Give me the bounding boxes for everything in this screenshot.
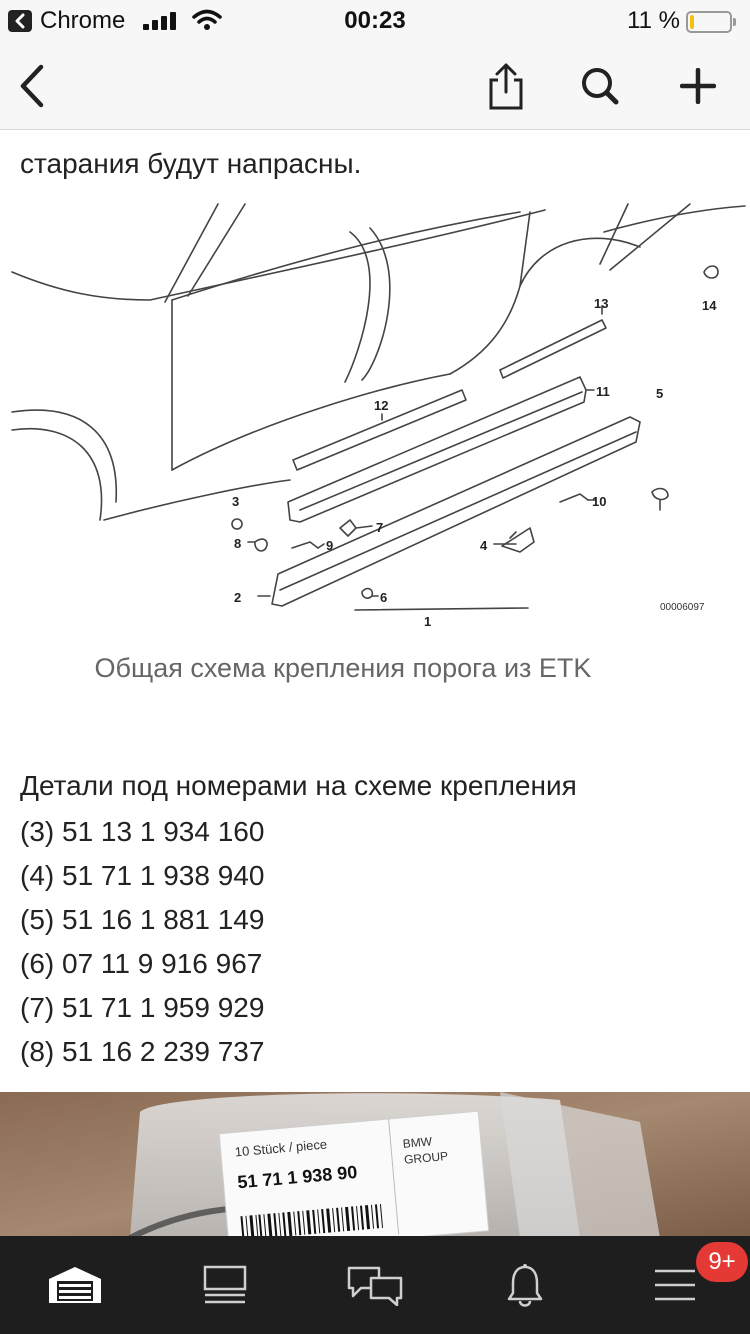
callout-12: 12 xyxy=(374,398,389,413)
image-caption: Общая схема крепления порога из ETK xyxy=(94,653,592,683)
status-bar xyxy=(0,0,750,40)
part-item: (6) 07 11 9 916 967 xyxy=(20,948,263,979)
callout-7: 7 xyxy=(376,520,384,535)
parts-heading: Детали под номерами на схеме крепления xyxy=(20,770,577,801)
callout-5: 5 xyxy=(656,386,664,401)
parts-photo[interactable] xyxy=(0,1092,750,1236)
messages-icon xyxy=(347,1264,403,1306)
battery-icon xyxy=(686,11,732,33)
share-icon xyxy=(486,62,526,110)
callout-14: 14 xyxy=(702,298,717,313)
label-quantity: 10 Stück / piece xyxy=(234,1136,328,1160)
navigation-bar xyxy=(0,40,750,130)
tab-messages[interactable] xyxy=(300,1236,450,1334)
callout-8: 8 xyxy=(234,536,242,551)
clock: 00:23 xyxy=(344,7,406,34)
share-button[interactable] xyxy=(478,58,534,114)
part-item: (5) 51 16 1 881 149 xyxy=(20,904,265,935)
bottom-tab-bar xyxy=(0,1236,750,1334)
part-item: (7) 51 71 1 959 929 xyxy=(20,992,265,1023)
part-item: (4) 51 71 1 938 940 xyxy=(20,860,265,891)
back-arrow-icon xyxy=(17,64,47,108)
label-brand-line2: GROUP xyxy=(403,1148,449,1167)
callout-2: 2 xyxy=(234,590,242,605)
notification-badge: 9+ xyxy=(696,1242,748,1282)
callout-4: 4 xyxy=(480,538,488,553)
menu-icon xyxy=(653,1268,697,1302)
label-brand-line1: BMW xyxy=(402,1134,433,1151)
callout-9: 9 xyxy=(326,538,334,553)
part-item: (3) 51 13 1 934 160 xyxy=(20,816,265,847)
callout-11: 11 xyxy=(596,384,610,399)
callout-1: 1 xyxy=(424,614,432,629)
label-part-number: 51 71 1 938 90 xyxy=(236,1161,359,1193)
garage-icon xyxy=(47,1265,103,1305)
tab-menu[interactable] xyxy=(600,1236,750,1334)
callout-10: 10 xyxy=(592,494,607,509)
paragraph-text: старания будут напрасны. xyxy=(20,148,362,179)
parts-list xyxy=(20,814,264,1078)
tab-feed[interactable] xyxy=(150,1236,300,1334)
tab-notifications[interactable] xyxy=(450,1236,600,1334)
tab-garage[interactable] xyxy=(0,1236,150,1334)
article-content[interactable] xyxy=(0,130,750,1236)
notifications-icon xyxy=(505,1263,545,1307)
back-button[interactable] xyxy=(4,58,60,114)
feed-icon xyxy=(203,1265,247,1305)
add-button[interactable] xyxy=(670,58,726,114)
callout-6: 6 xyxy=(380,590,388,605)
plus-icon xyxy=(680,68,716,104)
callout-3: 3 xyxy=(232,494,240,509)
search-button[interactable] xyxy=(572,58,628,114)
mounting-diagram[interactable] xyxy=(0,202,750,638)
part-item: (8) 51 16 2 239 737 xyxy=(20,1036,265,1067)
battery-percentage: 11 % xyxy=(627,7,680,34)
back-app-label[interactable]: Chrome xyxy=(40,7,126,34)
search-icon xyxy=(580,66,620,106)
callout-13: 13 xyxy=(594,296,609,311)
battery-level xyxy=(690,15,694,29)
diagram-code: 00006097 xyxy=(660,602,705,613)
